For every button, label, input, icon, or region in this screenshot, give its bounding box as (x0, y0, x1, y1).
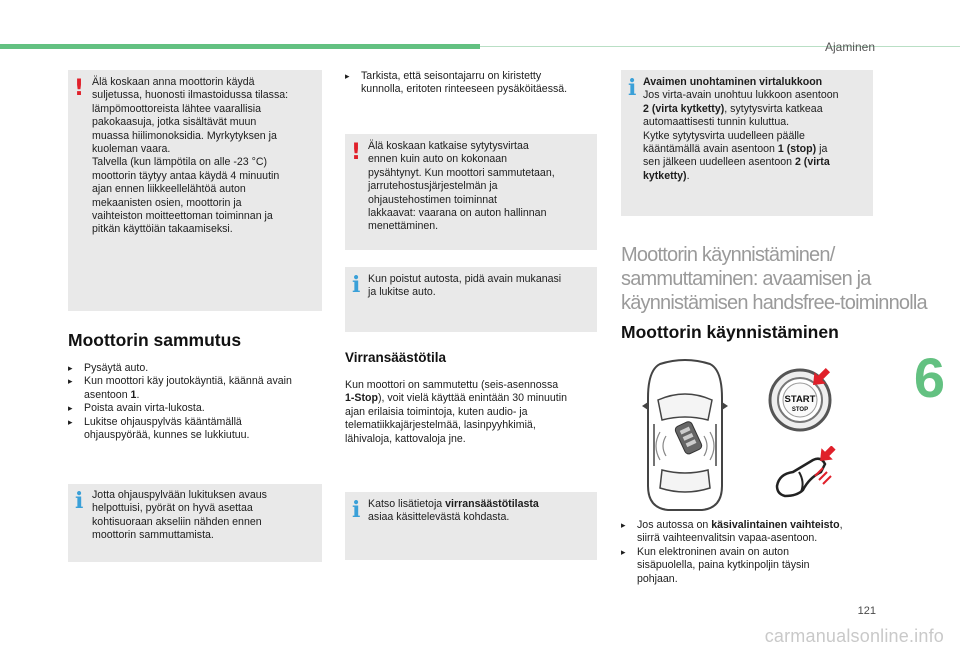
text-line: pakokaasuja, jotka sisältävät muun (92, 116, 257, 129)
step-item: ▸ Poista avain virta-lukosta. (68, 402, 205, 415)
bullet-icon: ▸ (68, 376, 73, 387)
subsection-title-handsfree (621, 243, 927, 315)
text-line: suljetussa, huonosti ilmastoidussa tilassa: (92, 89, 289, 102)
bullet-icon: ▸ (345, 71, 350, 81)
step-item-cont: pohjaan. (637, 572, 678, 585)
text-line: Älä koskaan katkaise sytytysvirtaa (368, 140, 529, 152)
text-line: pitkän käyttöiän takaamiseksi. (92, 223, 233, 236)
step-item: ▸ Jos autossa on käsivalintainen vaihteisto, (621, 519, 843, 531)
info-text (368, 273, 561, 300)
text-line: menettäminen. (368, 220, 439, 233)
parking-brake-check: ▸ Tarkista, että seisontajarru on kiristetty kunnolla, eritoten rinteeseen pysäköitäessä. (345, 70, 568, 96)
bullet-icon: ▸ (68, 416, 73, 427)
heading-virransaastotila: Virransäästötila (345, 350, 447, 365)
text-line: vaihteiston moitteettoman toiminnan ja (92, 210, 273, 223)
text-line: helpottuisi, pyörät on hyvä asettaa (92, 502, 253, 515)
start-label: START (784, 394, 816, 405)
info-text (92, 489, 267, 543)
title-line: Moottorin käynnistäminen/ (621, 244, 835, 266)
warning-text (368, 140, 555, 234)
energy-saving-paragraph: Kun moottori on sammutettu (seis-asennossa 1-Stop), voit vielä käyttää enintään 30 minuutin ajan erilaisia toimintoja, kuten audio- ja telematiikkajärjestelmää, lasinpyyhkimiä, lähivaloja, kattovaloja jne. (345, 379, 568, 445)
text-line: kuoleman vaara. (92, 143, 171, 156)
foot-on-clutch-pedal-illustration (775, 446, 841, 498)
step-item-cont: siirrä vaihteenvalitsin vapaa-asentoon. (637, 532, 818, 545)
text-line: lakkaavat: vaarana on auton hallinnan (368, 207, 547, 220)
stop-label: STOP (791, 407, 809, 413)
bullet-icon: ▸ (621, 546, 626, 557)
step-item-cont: sisäpuolella, paina kytkinpoljin täysin (637, 559, 810, 572)
text-line: jarrutehostusjärjestelmän ja (368, 180, 498, 193)
info-box-energy-saving (345, 492, 597, 560)
info-icon: i (628, 75, 637, 101)
info-text: Avaimen unohtaminen virtalukkoon Jos virta-avain unohtuu lukkoon asentoon 2 (virta kytketty), sytytysvirta katkeaa automaattisesti tunnin kuluttua. Kytke sytytysvirta uudelleen päälle kääntämällä avain asentoon 1 (stop) ja sen jälkeen uudelleen asentoon 2 (virta kytketty). (643, 76, 839, 182)
warning-box-ignition (345, 134, 597, 250)
car-top-view-illustration (640, 358, 730, 514)
text-line: lämpömoottoreista lähtee vaarallisia (92, 102, 261, 115)
text-line: pysähtynyt. Kun moottori sammutetaan, (368, 166, 555, 179)
text-line: Älä koskaan anna moottorin käydä (92, 76, 255, 88)
text-line: ohjaustehostimen toiminnat (368, 193, 497, 206)
bullet-icon: ▸ (68, 403, 73, 414)
header-rule (480, 46, 960, 47)
step-item: ▸ Lukitse ohjauspylväs kääntämällä (68, 415, 242, 428)
text-line: ja lukitse auto. (368, 286, 436, 299)
header-green-bar (0, 44, 480, 49)
warning-text (92, 76, 288, 237)
text-line: moottorin sammuttamista. (92, 529, 214, 542)
bullet-icon: ▸ (621, 520, 626, 530)
warning-box-exhaust (68, 70, 322, 311)
watermark: carmanualsonline.info (764, 626, 944, 646)
chapter-number: 6 (913, 346, 945, 409)
info-icon: i (352, 272, 361, 298)
info-box-key-forgotten (621, 70, 873, 216)
start-stop-button-illustration (766, 362, 840, 436)
step-item: ▸ Kun elektroninen avain on auton (621, 545, 789, 558)
text-line: kohtisuoraan akseliin nähden ennen (92, 515, 262, 528)
text-line: ennen kuin auto on kokonaan (368, 153, 508, 166)
title-line: sammuttaminen: avaamisen ja (621, 268, 871, 290)
text-line: Talvella (kun lämpötila on alle -23 °C) (92, 156, 267, 169)
heading-moottorin-sammutus: Moottorin sammutus (68, 330, 242, 350)
info-text: Katso lisätietoja virransäästötilasta asiaa käsittelevästä kohdasta. (368, 498, 539, 524)
heading-moottorin-kaynnistaminen: Moottorin käynnistäminen (621, 322, 839, 342)
step-item: ▸ Kun moottori käy joutokäyntiä, käännä avain (68, 375, 292, 388)
warning-icon: ! (351, 140, 362, 165)
start-steps (621, 519, 891, 586)
title-line: käynnistämisen handsfree-toiminnolla (621, 292, 927, 314)
step-item: ▸ Pysäytä auto. (68, 362, 149, 374)
section-title: Ajaminen (824, 40, 875, 54)
info-box-lock-car (345, 267, 597, 332)
step-item-cont: asentoon 1. (84, 388, 140, 401)
text-line: moottorin täytyy antaa käydä 4 minuutin (92, 169, 280, 182)
info-box-steering (68, 484, 322, 562)
text-line: Kun poistut autosta, pidä avain mukanasi (368, 273, 562, 285)
bullet-icon: ▸ (68, 363, 73, 373)
warning-icon: ! (74, 76, 85, 101)
info-icon: i (75, 488, 84, 514)
text-line: mekaanisten osien, moottorin ja (92, 196, 242, 209)
text-line: Jotta ohjauspylvään lukituksen avaus (92, 489, 267, 501)
info-icon: i (352, 497, 361, 523)
step-item-cont: ohjauspyörää, kunnes se lukkiutuu. (84, 429, 250, 442)
text-line: muassa hiilimonoksidia. Myrkytyksen ja (92, 129, 277, 142)
page-number: 121 (857, 605, 876, 617)
shutdown-steps (68, 362, 328, 442)
text-line: ajan ennen liikkeellelähtöä auton (92, 183, 246, 196)
